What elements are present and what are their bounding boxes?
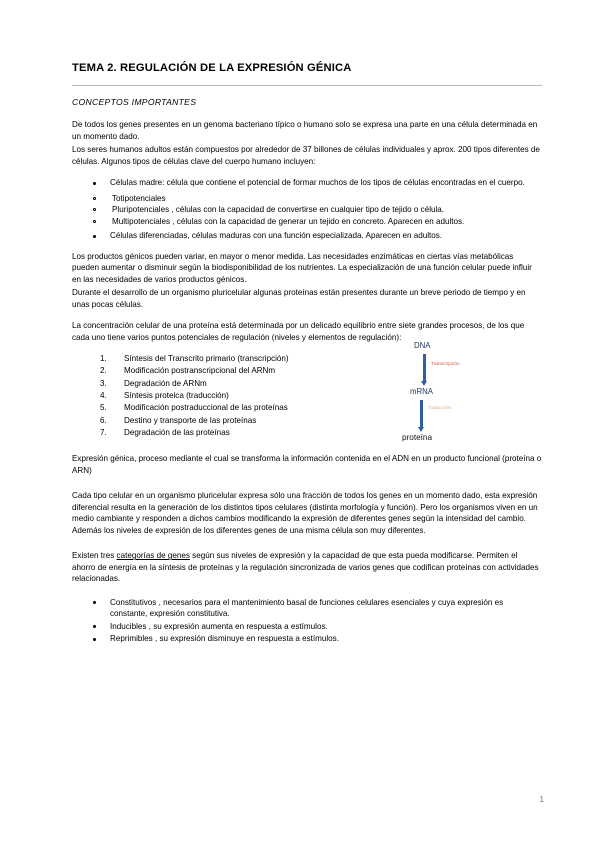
page-title: TEMA 2. REGULACIÓN DE LA EXPRESIÓN GÉNICA	[72, 62, 352, 74]
cell-types-list-continued	[72, 230, 542, 241]
processes-and-diagram	[72, 341, 542, 443]
list-item: Síntesis proteica (traducción)	[124, 391, 229, 401]
list-item: Totipotenciales	[72, 193, 542, 204]
body-paragraph-4: Durante el desarrollo de un organismo pluricelular algunas proteínas están presentes durante un breve periodo de tiempo y en unas pocas células.	[72, 288, 526, 309]
list-item: Síntesis del Transcrito primario (transcripción)	[124, 354, 289, 364]
categories-lead-paragraph	[72, 550, 542, 584]
central-dogma-diagram	[390, 341, 502, 447]
expression-paragraph-7: Cada tipo celular en un organismo pluricelular expresa sólo una fracción de todos los genes en un momento dado, esta expresión diferencial resulta en la generación de los distintos tipos celulares (distinta morfología y función). Pero los organismos viven en un medio cambiante y responden a dichos cambios modificando la expresión de diferentes genes según la intensidad del cambio. Además los niveles de expresión de los diferentes genes de una misma célula son muy diferentes.	[72, 491, 538, 535]
title-divider	[72, 85, 542, 86]
gene-categories-list	[72, 597, 542, 645]
diagram-node-dna: DNA	[414, 341, 431, 351]
section-subtitle: CONCEPTOS IMPORTANTES	[72, 97, 197, 108]
intro-paragraph-1: De todos los genes presentes en un genoma bacteriano típico o humano solo se expresa una parte en una célula determinada en un momento dado.	[72, 120, 538, 141]
transcription-arrow-icon	[423, 354, 426, 382]
list-item: Pluripotenciales , células con la capacidad de convertirse en cualquier tipo de tejido o célula.	[72, 204, 542, 215]
cell-types-list	[72, 177, 542, 188]
translation-arrow-icon	[420, 400, 423, 428]
list-item: Células madre: célula que contiene el potencial de formar muchos de los tipos de células encontradas en el cuerpo.	[72, 177, 542, 188]
list-item: Modificación postraduccional de las proteínas	[124, 403, 288, 413]
translation-label: Traducción	[428, 405, 452, 411]
cell-types-sublist	[72, 193, 542, 227]
list-item: Degradación de ARNm	[124, 378, 207, 388]
diagram-node-protein: proteína	[402, 433, 433, 443]
categories-underlined-term: categorías de genes	[116, 551, 190, 561]
categories-lead-before: Existen tres	[72, 551, 117, 561]
transcription-label: Transcripción	[431, 361, 460, 367]
list-item: Destino y transporte de las proteínas	[124, 415, 257, 425]
list-item: Constitutivos , necesarios para el mantenimiento basal de funciones celulares esenciales y cuya expresión es constante, expresión constitutiva.	[72, 597, 542, 620]
diagram-node-mrna: mRNA	[410, 387, 433, 397]
list-item: Reprimibles , su expresión disminuye en respuesta a estímulos.	[72, 633, 542, 644]
list-item: Multipotenciales , células con la capacidad de generar un tejido en concreto. Aparecen en adultos.	[72, 216, 542, 227]
page-number: 1	[539, 794, 544, 804]
list-item: Células diferenciadas, células maduras con una función especializada. Aparecen en adultos.	[72, 230, 542, 241]
list-item: Degradación de las proteínas	[124, 427, 230, 437]
body-paragraph-3: Los productos génicos pueden variar, en mayor o menor medida. Las necesidades enzimáticas en ciertas vías metabólicas pueden aumentar o disminuir según la biodisponibilidad de los nutrientes. La especialización de una función celular puede influir en las necesidades de varios productos génicos.	[72, 251, 532, 284]
list-item: Modificación postranscripcional del ARNm	[124, 366, 276, 376]
list-item: Inducibles , su expresión aumenta en respuesta a estímulos.	[72, 621, 542, 632]
categories-lead-after: según sus niveles de expresión y la capacidad de que esta pueda modificarse. Permiten el ahorro de energía en la síntesis de proteínas y la regulación sincronizada de varios genes que codifican proteínas con actividades relacionadas.	[72, 551, 539, 584]
expression-paragraph-6: Expresión génica, proceso mediante el cual se transforma la información contenida en el ADN en un producto funcional (proteína o ARN)	[72, 454, 542, 475]
intro-paragraph-2: Los seres humanos adultos están compuestos por alrededor de 37 billones de células individuales y aprox. 200 tipos diferentes de células. Algunos tipos de células clave del cuerpo humano incluyen:	[72, 145, 540, 166]
body-paragraph-5: La concentración celular de una proteína está determinada por un delicado equilibrio entre siete grandes procesos, de los que cada uno tiene varios puntos potenciales de regulación (niveles y elementos de regulación):	[72, 321, 525, 342]
